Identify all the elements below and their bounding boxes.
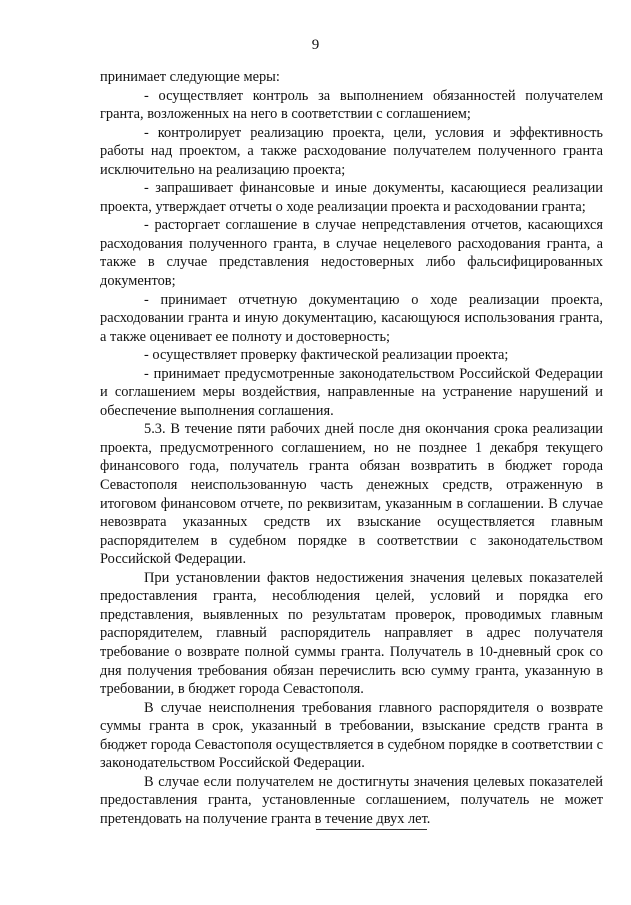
paragraph-list-item: - принимает отчетную документацию о ходе реализации проекта, расходовании гранта и иную документацию, касающуюся использования гранта, а также оценивает ее полноту и достоверность; (100, 291, 603, 345)
paragraph-list-item: - расторгает соглашение в случае непредставления отчетов, касающихся расходования полученного гранта, в случае нецелевого расходования гранта, а также в случае представления недостоверных либо фальсифицированных документов; (100, 217, 603, 290)
paragraph-body: В случае если получателем не достигнуты значения целевых показателей предоставления гранта, установленные соглашением, получатель не может претендовать на получение гранта в течение двух лет. (100, 773, 603, 827)
paragraph-body: В случае неисполнения требования главного распорядителя о возврате суммы гранта в срок, указанный в требовании, взыскание средств гранта в бюджет города Севастополя осуществляется в судебном порядке в соответствии с законодательством Российской Федерации. (100, 699, 603, 772)
end-of-text-rule (316, 829, 427, 830)
paragraph-intro: принимает следующие меры: (100, 69, 280, 85)
paragraph-list-item: - осуществляет контроль за выполнением обязанностей получателем гранта, возложенных на него в соответствии с соглашением; (100, 87, 603, 123)
paragraph-list-item: - контролирует реализацию проекта, цели, условия и эффективность работы над проектом, а также расходование получателем полученного гранта исключительно на реализацию проекта; (100, 124, 603, 178)
paragraph-body: При установлении фактов недостижения значения целевых показателей предоставления гранта, несоблюдения целей, условий и порядка его представления, выявленных по результатам проверок, проводимых главным распорядителем, главный распорядитель направляет в адрес получателя требование о возврате полной суммы гранта. Получатель в 10-дневный срок со дня получения требования обязан перечислить всю сумму гранта, указанную в требовании, в бюджет города Севастополя. (100, 569, 603, 698)
page-number: 9 (311, 37, 320, 53)
paragraph-list-item: - принимает предусмотренные законодательством Российской Федерации и соглашением меры воздействия, направленные на устранение нарушений и обеспечение выполнения соглашения. (100, 365, 603, 419)
document-body (100, 68, 603, 828)
paragraph-list-item: - осуществляет проверку фактической реализации проекта; (144, 347, 509, 364)
paragraph-list-item: - запрашивает финансовые и иные документы, касающиеся реализации проекта, утверждает отчеты о ходе реализации проекта и расходовании гранта; (100, 180, 603, 215)
paragraph-section-5-3: 5.3. В течение пяти рабочих дней после дня окончания срока реализации проекта, предусмотренного соглашением, но не позднее 1 декабря текущего финансового года, получатель гранта обязан возвратить в бюджет города Севастополя неиспользованную часть денежных средств, отраженную в итоговом финансовом отчете, по реквизитам, указанным в соглашении. В случае невозврата указанных средств их взыскание осуществляется главным распорядителем в судебном порядке в соответствии с законодательством Российской Федерации. (100, 421, 603, 568)
